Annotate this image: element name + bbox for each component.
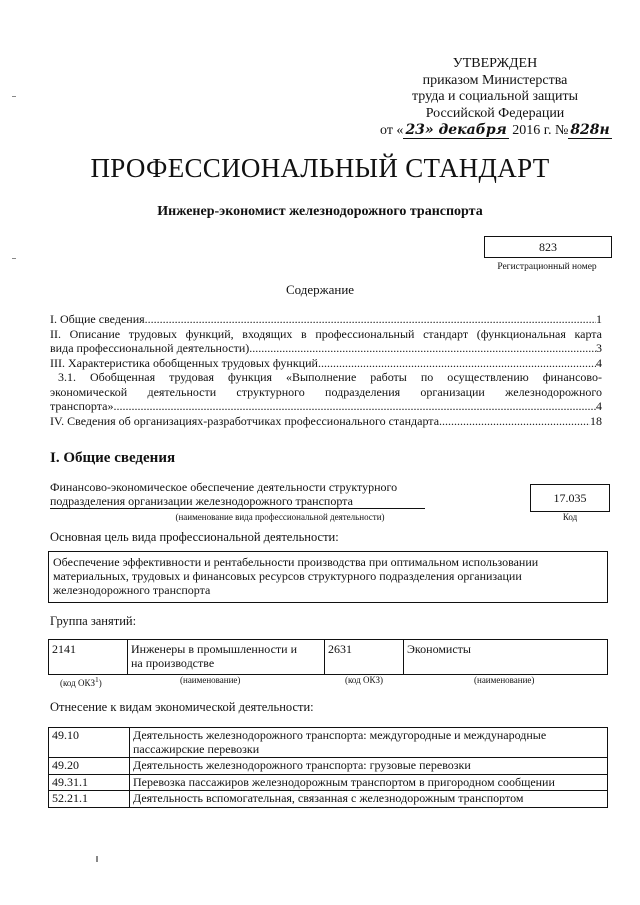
toc-item-3-1-line-3[interactable]: транспорта» ..... 4 bbox=[50, 399, 602, 414]
occupation-caption-name-1: (наименование) bbox=[180, 675, 241, 685]
approval-line-2: приказом Министерства bbox=[422, 72, 568, 88]
activities-table bbox=[48, 727, 608, 808]
activity-area-name bbox=[50, 480, 425, 509]
goal-line-2: материальных, трудовых и финансовых ресурсов структурного подразделения организации bbox=[53, 569, 522, 583]
approval-block bbox=[380, 56, 610, 140]
occupation-code-1: 2141 bbox=[49, 640, 128, 675]
toc-heading: Содержание bbox=[285, 282, 355, 297]
goal-label: Основная цель вида профессиональной деятельности: bbox=[50, 530, 339, 544]
table-of-contents bbox=[50, 312, 602, 428]
toc-item-3-1-line-1[interactable]: 3.1. Обобщенная трудовая функция «Выполнение работы по осуществлению финансово- bbox=[58, 370, 602, 384]
activity-code-box: 17.035 bbox=[530, 484, 610, 512]
activity-code: 49.20 bbox=[49, 758, 130, 775]
activity-name: Деятельность вспомогательная, связанная с железнодорожным транспортом bbox=[130, 791, 608, 808]
activity-code: 49.31.1 bbox=[49, 774, 130, 791]
toc-item-2-line-2[interactable]: вида профессиональной деятельности) ..... 3 bbox=[50, 341, 602, 356]
registration-number-label: Регистрационный номер bbox=[497, 262, 597, 272]
activity-code: 52.21.1 bbox=[49, 791, 130, 808]
document-title: ПРОФЕССИОНАЛЬНЫЙ СТАНДАРТ bbox=[90, 153, 550, 183]
approval-date-handwritten: 23» декабря bbox=[405, 122, 507, 138]
goal-line-3: железнодорожного транспорта bbox=[53, 583, 211, 597]
occupation-caption-okz-1: (код ОКЗ$^1$) bbox=[60, 675, 102, 688]
activities-label: Отнесение к видам экономической деятельности: bbox=[50, 700, 314, 714]
approval-number-handwritten: 828н bbox=[570, 122, 610, 138]
toc-item-4[interactable]: IV. Сведения об организациях-разработчиках профессионального стандарта ..... 18 bbox=[50, 414, 602, 429]
table-row bbox=[49, 728, 608, 758]
approval-line-3: труда и социальной защиты bbox=[412, 89, 578, 104]
scan-mark bbox=[96, 856, 98, 862]
table-row bbox=[49, 791, 608, 808]
table-row bbox=[49, 758, 608, 775]
activity-area-name-line-2: подразделения организации железнодорожного транспорта bbox=[50, 494, 353, 508]
occupation-name-2: Экономисты bbox=[404, 640, 608, 675]
activity-name: Деятельность железнодорожного транспорта: грузовые перевозки bbox=[130, 758, 608, 775]
scan-mark bbox=[12, 258, 16, 259]
approval-date-line bbox=[380, 122, 610, 140]
scan-mark bbox=[12, 96, 16, 97]
activity-code: 49.10 bbox=[49, 728, 130, 758]
occupation-caption-name-2: (наименование) bbox=[474, 675, 535, 685]
occupation-group-label: Группа занятий: bbox=[50, 614, 137, 628]
toc-item-3[interactable]: III. Характеристика обобщенных трудовых функций ..... 4 bbox=[50, 356, 602, 371]
approval-date-prefix: от « bbox=[380, 123, 404, 138]
registration-number-box: 823 bbox=[484, 236, 612, 258]
occupation-table bbox=[48, 639, 608, 675]
section-1-title: I. Общие сведения bbox=[50, 450, 176, 466]
activity-area-name-line-1: Финансово-экономическое обеспечение деятельности структурного bbox=[50, 480, 398, 494]
activity-name: Деятельность железнодорожного транспорта: междугородные и международные пассажирские перевозки bbox=[130, 728, 608, 758]
activity-name: Перевозка пассажиров железнодорожным транспортом в пригородном сообщении bbox=[130, 774, 608, 791]
toc-item-1[interactable]: I. Общие сведения ..... 1 bbox=[50, 312, 602, 327]
activity-area-caption: (наименование вида профессиональной деятельности) bbox=[175, 512, 385, 522]
occupation-name-1: Инженеры в промышленности и на производстве bbox=[128, 640, 325, 675]
goal-box bbox=[48, 551, 608, 603]
approval-line-4: Российской Федерации bbox=[425, 105, 565, 121]
toc-item-2-line-1[interactable]: II. Описание трудовых функций, входящих в профессиональный стандарт (функциональная карта bbox=[50, 326, 602, 341]
approval-line-1: УТВЕРЖДЕН bbox=[452, 56, 538, 71]
occupation-caption-okz-2: (код ОКЗ) bbox=[345, 675, 383, 685]
approval-date-suffix: 2016 г. № bbox=[512, 123, 569, 138]
table-row bbox=[49, 640, 608, 675]
goal-line-1: Обеспечение эффективности и рентабельности производства при оптимальном использовании bbox=[53, 555, 539, 569]
standard-name: Инженер-экономист железнодорожного транспорта bbox=[157, 204, 483, 219]
occupation-code-2: 2631 bbox=[325, 640, 404, 675]
toc-item-3-1-line-2[interactable]: экономической деятельности структурного подразделения организации железнодорожного bbox=[50, 384, 602, 399]
activity-code-caption: Код bbox=[562, 512, 578, 522]
table-row bbox=[49, 774, 608, 791]
